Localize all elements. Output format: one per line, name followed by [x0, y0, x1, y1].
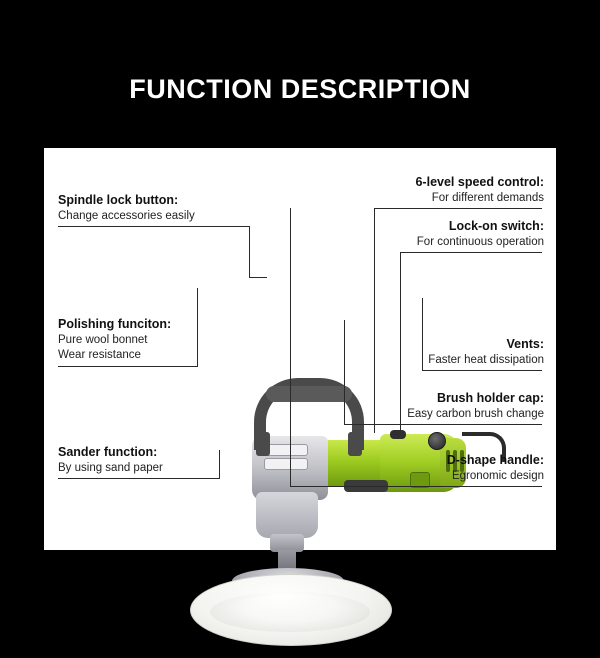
callout-heading: Sander function:: [58, 445, 158, 459]
leader-line-brushcap-rise: [344, 320, 345, 424]
callout-subtext: Faster heat dissipation: [428, 353, 544, 366]
leader-line-spindle-lock: [58, 226, 250, 227]
callout-spindle-lock-button: [58, 192, 195, 224]
leader-line-speed-drop: [374, 208, 375, 433]
bonnet-shading: [210, 592, 370, 632]
callout-brush-holder-cap: [407, 390, 544, 422]
leader-line-lockon-drop: [400, 252, 401, 430]
speed-control-dial: [428, 432, 446, 450]
callout-sander-function: [58, 444, 163, 476]
polisher-illustration: [194, 388, 484, 658]
leader-line-speed: [374, 208, 542, 209]
callout-lock-on-switch: [417, 218, 544, 250]
callout-speed-control: [415, 174, 544, 206]
callout-heading: 6-level speed control:: [415, 175, 544, 189]
leader-line-spindle-lock-tip: [249, 277, 267, 278]
handle-grip: [266, 386, 352, 402]
callout-subtext: For different demands: [431, 191, 544, 204]
callout-heading: Lock-on switch:: [448, 219, 544, 233]
callout-subtext: For continuous operation: [416, 235, 544, 248]
product-diagram-panel: [44, 148, 556, 550]
callout-polishing-function: [58, 316, 171, 364]
leader-line-dhandle-rise: [290, 208, 291, 486]
callout-vents: [428, 336, 544, 368]
page-title: FUNCTION DESCRIPTION: [129, 74, 471, 104]
callout-subtext: Easy carbon brush change: [407, 407, 544, 420]
leader-line-sander: [58, 478, 220, 479]
leader-line-sander-rise: [219, 450, 220, 478]
leader-line-vents: [422, 370, 542, 371]
leader-line-dhandle: [290, 486, 542, 487]
callout-subtext-2: Wear resistance: [58, 349, 141, 362]
leader-line-vents-drop: [422, 298, 423, 370]
leader-line-polishing-drop: [197, 288, 198, 366]
callout-heading: Brush holder cap:: [437, 391, 544, 405]
callout-d-shape-handle: [447, 452, 544, 484]
callout-heading: Spindle lock button:: [58, 193, 179, 207]
leader-line-polishing: [58, 366, 198, 367]
callout-heading: Vents:: [506, 337, 544, 351]
callout-subtext: Egronomic design: [451, 469, 544, 482]
callout-subtext: Change accessories easily: [58, 209, 195, 222]
gear-housing-lower: [256, 492, 318, 538]
callout-heading: D-shape handle:: [446, 453, 544, 467]
lock-on-switch: [390, 430, 406, 439]
leader-line-spindle-lock-drop: [249, 226, 250, 278]
leader-line-lockon: [400, 252, 542, 253]
callout-subtext: Pure wool bonnet: [58, 333, 148, 346]
callout-subtext: By using sand paper: [58, 461, 163, 474]
spindle-lock-button-secondary: [264, 458, 308, 470]
leader-line-brushcap: [344, 424, 542, 425]
callout-heading: Polishing funciton:: [58, 317, 172, 331]
